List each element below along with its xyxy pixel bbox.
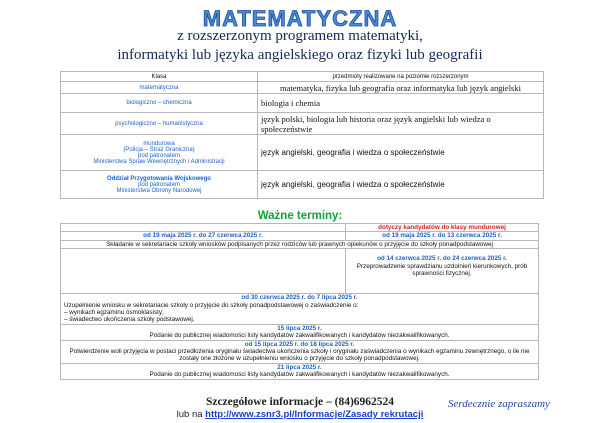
term-text-block [61,363,539,379]
class-name-line: pod patronatem [137,181,181,188]
term-text: Podanie do publicznej wiadomości listy kandydatów zakwalifikowanych i kandydatów niezakwalifikowanych. [149,332,450,340]
class-name-line: pod patronatem [137,152,181,159]
class-name-line: Ministerstwa Obrony Narodowej [116,187,202,194]
classes-table-header-row [61,72,544,82]
date-main: od 15 lipca 2025 r. do 18 lipca 2025 r. [244,340,355,348]
footer-info: Szczegółowe informacje – (84)6962524 [205,396,395,408]
class-name [61,171,258,199]
terms-row [61,224,539,232]
mundurowa-header: dotyczy kandydatów do klasy mundurowej [346,224,539,232]
class-name-line: (Policja – Straż Graniczna) [123,146,195,153]
term-text-block [61,340,539,363]
terms-table [60,223,539,380]
header-subtitle-line1: z rozszerzonym programem matematyki, [177,28,423,44]
table-row [61,113,544,135]
class-subjects: język angielski, geografia i wiedza o społeczeństwie [258,171,544,199]
class-name: biologiczno – chemiczna [61,94,258,113]
terms-row [61,340,539,363]
terms-row [61,324,539,340]
signoff: Serdecznie zapraszamy [448,398,550,410]
term-text-block [61,324,539,340]
term-text: Przeprowadzenie sprawdzianu uzdolnień kierunkowych, prób sprawności fizycznej. [356,262,528,278]
table-row [61,94,544,113]
recruitment-rules-link[interactable]: http://www.zsnr3.pl/Informacje/Zasady rekrutacji [205,409,424,420]
footer-link-prefix: lub na [176,409,203,420]
header-subtitle-line2: informatyki lub języka angielskiego oraz fizyki lub geografii [117,47,483,63]
term-text: Potwierdzenie woli przyjęcia w postaci przedłożenia oryginału świadectwa ukończenia szkoły i oryginału zaświadczenia o wynikach egzaminu zewnętrznego, o ile nie zostały one złożone w uzupełnieniu wniosku o przyjęcie do szkoły ponadpodstawowej. [69,348,530,363]
terms-title: Ważne terminy: [257,210,343,222]
term-text: – świadectwo ukończenia szkoły podstawowej. [64,316,195,324]
term-text: Podanie do publicznej wiadomości listy kandydatów zakwalifikowanych i kandydatów niezakwalifikowanych. [149,371,450,379]
header-title: MATEMATYCZNA [202,6,398,31]
table-row [61,135,544,171]
term-text: Składanie w sekretariacie szkoły wniosków podpisanych przez rodziców lub prawnych opiekunów o przyjęcie do szkoły ponadpodstawowej [61,240,539,248]
term-text: Uzupełnienie wniosku w sekretariacie szkoły o przyjęcie do szkoły ponadpodstawowej o zaświadczenie o: [64,301,359,309]
class-name-line: mundurowa [143,140,175,147]
date-main: 15 lipca 2025 r. [277,324,322,332]
table-row [61,171,544,199]
date-main: 21 lipca 2025 r. [277,363,322,371]
class-name-line: Ministerstwa Spraw Wewnętrznych i Administracji [93,158,225,165]
class-subjects: język polski, biologia lub historia oraz język angielski lub wiedza o społeczeństwie [258,113,544,135]
class-name-line: Oddział Przygotowania Wojskowego [107,175,211,182]
terms-row [61,294,539,325]
col-class-header: Klasa [61,72,258,82]
date-mundurowa: od 14 czerwca 2025 r. do 24 czerwca 2025 r. [377,255,507,263]
term-text: – wynikach egzaminu ósmoklasisty; [64,309,164,317]
terms-row [61,232,539,240]
date-mundurowa: od 19 maja 2025 r. do 13 czerwca 2025 r. [346,232,539,240]
terms-row [61,249,539,294]
terms-row [61,240,539,248]
footer-link-line [0,409,600,420]
date-main: od 30 czerwca 2025 r. do 7 lipca 2025 r. [241,294,358,302]
term-text-mundurowa [346,249,539,294]
term-text-block [61,294,539,325]
table-row [61,82,544,94]
class-name [61,135,258,171]
date-main: od 19 maja 2025 r. do 27 czerwca 2025 r. [61,232,346,240]
class-name: matematyczna [61,82,258,94]
class-subjects: matematyka, fizyka lub geografia oraz informatyka lub język angielski [258,82,544,94]
class-subjects: język angielski, geografia i wiedza o społeczeństwie [258,135,544,171]
class-name: psychologiczno – humanistyczna [61,113,258,135]
classes-table [60,71,544,199]
col-subjects-header: przedmioty realizowane na poziomie rozszerzonym [258,72,544,82]
terms-blank-cell [61,224,346,232]
terms-blank-cell [61,249,346,294]
class-subjects: biologia i chemia [258,94,544,113]
terms-row [61,363,539,379]
